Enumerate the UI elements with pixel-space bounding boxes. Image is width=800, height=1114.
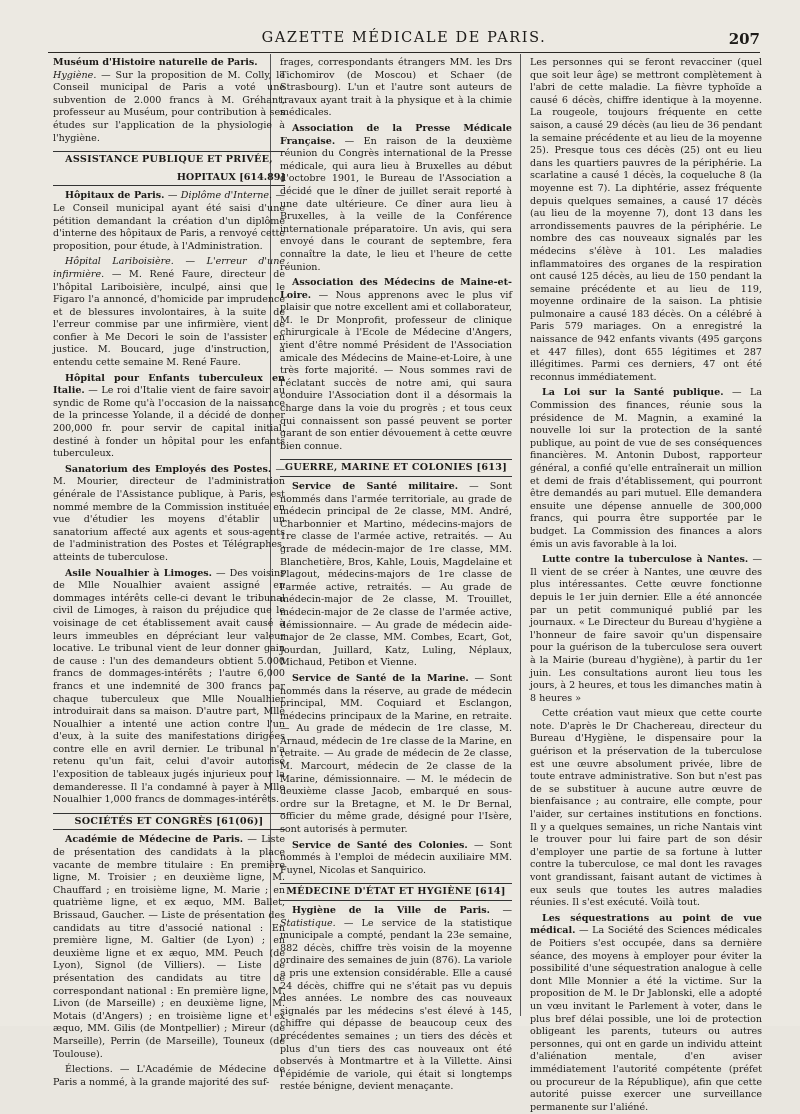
article-militaire (280, 481, 512, 670)
article-hopitaux (53, 190, 285, 253)
article-presse (280, 123, 512, 274)
article-body: — La Commission des finances, réunie sous la présidence de M. Magnin, a examiné la nouvelle loi sur la protection de la santé publique, au point de vue de ses conséquences financières. M. Antonin Dubost, rapporteur général, a confié qu'elle entraînerait un million et demi de frais d'établissement, qui pourront être demandés au pari mutuel. Elle demandera ensuite une dépense annuelle de 300,000 francs, qui pourra être supportée par le budget. La Commission des finances a alors émis un avis favorable à la loi. (530, 387, 762, 550)
article-sequestrations (530, 913, 762, 1114)
article-title: Les séquestrations au point de vue médical. (530, 912, 762, 937)
article-academie (53, 834, 285, 1061)
article-body: — Sur la proposition de M. Colly, le Conseil municipal de Paris a voté une subvention de 2.000 francs à M. Gréhant, professeur au Muséum, pour contribution à ses études sur l'application de la physiologie à l'hygiène. (53, 69, 285, 144)
header-rule (48, 52, 760, 53)
article-elections: Élections. — L'Académie de Médecine de Paris a nommé, à la grande majorité des suf- (53, 1064, 285, 1088)
article-title: Hôpital Lariboisière. (65, 256, 174, 268)
page-number: 207 (728, 30, 760, 48)
article-title: Lutte contre la tuberculose à Nantes. (542, 554, 749, 566)
article-lariboisiere (53, 256, 285, 369)
column-divider-2 (520, 54, 521, 1016)
article-lutte-continued: Cette création vaut mieux que cette courte note. D'après le Dr Chachereau, directeur du Bureau d'Hygiène, le dispensaire pour la guérison et la préservation de la tuberculose est une œuvre absolument privée, libre de toute entrave administrative. Son but n'est pas de se substituer à aucune autre œuvre de bienfaisance ; au contraire, elle compte, pour l'aider, sur certaines institutions en fonctions. Il y a quelques semaines, un riche Nantais vint le trouver pour lui faire part de son désir d'employer une partie de sa fortune à lutter contre la tuberculose, ce mal dont les ravages vont grandissant, faisant autant de victimes à eux seuls que toutes les autres maladies réunies. Il s'est exécuté. Voilà tout. (530, 708, 762, 909)
article-marine (280, 673, 512, 837)
article-subtitle: — Statistique. (280, 905, 512, 929)
article-body: — Nous apprenons avec le plus vif plaisir que notre excellent ami et collaborateur, M. le Dr Monprofit, professeur de clinique chirurgicale à l'Ecole de Médecine d'Angers, vient d'être nommé Président de l'Association amicale des Médecins de Maine-et-Loire, à une très forte majorité. — Nous sommes ravi de l'éclatant succès de notre ami, qui saura conduire l'Association dont il a désormais la charge dans la voie du progrès ; et tous ceux qui connaissent son passé peuvent se porter garant de son entier dévouement à cette œuvre bien connue. (280, 289, 512, 452)
article-body: — Sont nommés à l'emploi de médecin auxiliaire MM. Fuynel, Nicolas et Sanquirico. (280, 839, 512, 876)
article-continuation: Les personnes qui se feront revacciner (quel que soit leur âge) se mettront complètement à l'abri de cette maladie. La fièvre typhoïde a causé 6 décès, chiffre identique à la moyenne. La rougeole, toujours fréquente en cette saison, a causé 29 décès (au lieu de 36 pendant la semaine précédente et au lieu de la moyenne 25). Presque tous ces décès (25) ont eu lieu dans les quartiers pauvres de la périphérie. La scarlatine a causé 1 décès, la coqueluche 8 (la moyenne est 7). La diphtérie, assez fréquente depuis quelques semaines, a causé 17 décès (au lieu de la moyenne 7), dont 13 dans les arrondissements pauvres de la périphérie. Le nombre des cas nouveaux signalés par les médecins s'élève à 101. Les maladies inflammatoires des organes de la respiration ont causé 125 décès, au lieu de 150 pendant la semaine précédente et au lieu de 119, moyenne ordinaire de la saison. La phtisie pulmonaire a causé 183 décès. On a célébré à Paris 579 mariages. On a enregistré la naissance de 942 enfants vivants (495 garçons et 447 filles), dont 655 légitimes et 287 illégitimes. Parmi ces derniers, 47 ont été reconnus immédiatement. (530, 57, 762, 383)
article-loi (530, 387, 762, 551)
article-subtitle: Hygiène. (53, 69, 97, 81)
article-title: Hygiène de la Ville de Paris. (292, 905, 490, 916)
article-body: — Liste de présentation des candidats à la place vacante de membre titulaire : En première ligne, M. Troisier ; en deuxième ligne, M. Chauffard ; en troisième ligne, M. Marie ; en quatrième ligne, et ex æquo, MM. Ballet, Brissaud, Gaucher. — Liste de présentation des candidats au titre d'associé national : En première ligne, M. Galtier (de Lyon) ; en deuxième ligne et ex æquo, MM. Peuch (de Lyon), Signol (de Villiers). — Liste de présentation des candidats au titre de correspondant national : En première ligne, M. Livon (de Marseille) ; en deuxième ligne, M. Motais (d'Angers) ; en troisième ligne et ex æquo, MM. Gilis (de Montpellier) ; Mireur (de Marseille), Perrin (de Marseille), Touneux (de Toulouse). (53, 834, 285, 1060)
article-title: Service de Santé militaire. (292, 481, 459, 492)
article-colonies (280, 840, 512, 878)
section-heading: SOCIÉTÉS ET CONGRÈS [61(06)] (53, 813, 285, 831)
article-subtitle: — L'erreur d'une infirmière. (53, 256, 286, 280)
article-hygiene (280, 905, 512, 1094)
article-sanatorium (53, 464, 285, 565)
article-title: Hôpital pour Enfants tuberculeux en Italie. (53, 372, 285, 397)
article-body: — Sont nommés dans l'armée territoriale, au grade de médecin principal de 2e classe, MM. André, Charbonnier et Martino, médecins-majors de 1re classe de l'armée active, retraités. — Au grade de médecin-major de 1re classe, MM. Blanchetière, Bros, Kahle, Louis, Magdelaine et Plagout, médecins-majors de 1re classe de l'armée active, retraités. — Au grade de médecin-major de 2e classe, M. Trouillet, médecin-major de 2e classe de l'armée active, démissionnaire. — Au grade de médecin aide-major de 2e classe, MM. Combes, Ecart, Got, Jourdan, Juillard, Katz, Luling, Néplaux, Michaud, Petibon et Vienne. (280, 481, 512, 669)
article-body: — Le Conseil municipal ayant été saisi d'une pétition demandant la création d'un diplôme d'interne des hôpitaux de Paris, a renvoyé cette proposition, pour étude, à l'Administration. (53, 190, 285, 252)
column-2 (280, 57, 512, 1093)
article-museum (53, 57, 285, 145)
section-heading: ASSISTANCE PUBLIQUE ET PRIVÉE, (53, 151, 285, 167)
article-body: — M. Mourier, directeur de l'administration générale de l'Assistance publique, à Paris, est nommé membre de la Commission instituée en vue d'étudier les moyens d'établir un sanatorium affecté aux agents et sous-agents de l'administration des Postes et Télégraphes, atteints de tuberculose. (53, 463, 285, 563)
section-subheading: HOPITAUX [614.89] (53, 171, 285, 187)
article-body: — Le service de la statistique municipale a compté, pendant la 23e semaine, 882 décès, chiffre très voisin de la moyenne ordinaire des semaines de juin (876). La variole a pris une extension considérable. Elle a causé 24 décès, chiffre qui ne s'était pas vu depuis des années. Le nombre des cas nouveaux signalés par les médecins s'est élevé à 145, chiffre qui dépasse de beaucoup ceux des précédentes semaines ; un tiers des décès et plus d'un tiers des cas nouveaux ont été observés à Montmartre et à la Villette. Ainsi l'épidémie de variole, qui était si longtemps restée bénigne, devient menaçante. (280, 917, 512, 1093)
article-title: Service de Santé des Colonies. (292, 839, 468, 851)
article-lutte (530, 554, 762, 705)
article-title: Association des Médecins de Maine-et-Loire. (280, 277, 512, 301)
article-title: Muséum d'Histoire naturelle de Paris. (53, 57, 258, 68)
article-subtitle: — Diplôme d'Interne. (164, 190, 273, 202)
section-heading: GUERRE, MARINE ET COLONIES [613] (280, 459, 512, 477)
column-1 (53, 57, 286, 1088)
section-heading: MÉDECINE D'ÉTAT ET HYGIÈNE [614] (280, 883, 512, 901)
article-body: — Des voisins de Mlle Noualhier avaient assigné en dommages intérêts celle-ci devant le tribunal civil de Limoges, à raison du préjudice que le voisinage de cet établissement avait causé à leurs immeubles en dépréciant leur valeur locative. Le tribunal vient de leur donner gain de cause : l'un des demandeurs obtient 5.000 francs de dommages-intérêts ; l'autre 6,000 francs et une indemnité de 300 francs par chaque tuberculeux que Mlle Noualhier introduirait dans sa maison. D'autre part, Mlle Noualhier a intenté une action contre l'un d'eux, à la suite des manifestations dirigées contre elle en avril dernier. Le tribunal n'a retenu qu'un fait, celui d'avoir autorisé l'exposition de tableaux jugés injurieux pour la demanderesse. Il l'a condamné à payer à Mlle Noualhier 1,000 francs de dommages-intérêts. (53, 567, 285, 806)
article-enfants (53, 373, 285, 461)
page-header (48, 30, 760, 50)
article-body: — En raison de la deuxième réunion du Congrès international de la Presse médicale, qui aura lieu à Bruxelles au début d'octobre 1901, le Bureau de l'Association a décidé que le dîner de juillet serait reporté à une date ultérieure. Ce dîner aura lieu à Bruxelles, à la veille de la Conférence internationale préparatoire. Un avis, qui sera envoyé dans le courant de septembre, fera connaître la date, le lieu et l'heure de cette réunion. (280, 135, 512, 273)
article-title: Service de Santé de la Marine. (292, 672, 469, 684)
article-title: Hôpitaux de Paris. (65, 190, 165, 202)
article-body: — La Société des Sciences médicales de Poitiers s'est occupée, dans sa dernière séance, des moyens à employer pour éviter la possibilité d'une séquestration analogue à celle dont Mlle Monnier a été la victime. Sur la proposition de M. le Dr Jablonski, elle a adopté un vœu invitant le Parlement à voter, dans le plus bref délai possible, une loi de protection obligeant les parents, tuteurs ou autres personnes, qui ont en garde un individu atteint d'aliénation mentale, d'en aviser immédiatement l'autorité compétente (préfet ou procureur de la République), afin que cette autorité puisse exercer une surveillance permanente sur l'aliéné. (530, 925, 762, 1113)
article-body: — M. René Faure, directeur de l'hôpital Lariboisière, inculpé, ainsi que le Figaro l'a annoncé, d'homicide par imprudence et de blessures involontaires, à la suite de l'erreur commise par une infirmière, vient de confier à Me Decori le soin de l'assister en justice. M. Boucard, juge d'instruction, a entendu cette semaine M. René Faure. (53, 268, 285, 369)
article-title: La Loi sur la Santé publique. (542, 387, 724, 399)
article-body: — Sont nommés dans la réserve, au grade de médecin principal, MM. Coquiard et Esclangon, médecins principaux de la Marine, en retraite. — Au grade de médecin de 1re classe, M. Arnaud, médecin de 1re classe de la Marine, en retraite. — Au grade de médecin de 2e classe, M. Marcourt, médecin de 2e classe de la Marine, démissionnaire. — M. le médecin de deuxième classe Jacob, embarqué en sous-ordre sur la Bretagne, et M. le Dr Bernal, officier du même grade, désigné pour l'Isère, sont autorisés à permuter. (280, 672, 512, 836)
article-maine (280, 277, 512, 453)
article-title: Association de la Presse Médicale Française. (280, 122, 512, 147)
article-asile (53, 568, 285, 807)
article-body: — Le roi d'Italie vient de faire savoir au syndic de Rome qu'à l'occasion de la naissance de la princesse Yolande, il a décidé de donner 200,000 fr. pour servir de capital initial, destiné à fonder un hôpital pour les enfants tuberculeux. (53, 385, 285, 460)
article-title: Sanatorium des Employés des Postes. (65, 463, 272, 475)
article-title: Académie de Médecine de Paris. (65, 834, 244, 846)
article-continuation: frages, correspondants étrangers MM. les Drs Tichomirov (de Moscou) et Schaer (de Strasbourg). L'un et l'autre sont auteurs de travaux ayant trait à la physique et à la chimie médicales. (280, 57, 512, 119)
article-title: Asile Noualhier à Limoges. (65, 567, 212, 579)
article-body: — Il vient de se créer à Nantes, une œuvre des plus intéressantes. Cette œuvre fonctionne depuis le 1er juin dernier. Elle a été annoncée par un petit communiqué publié par les journaux. « Le Directeur du Bureau d'hygiène a l'honneur de faire savoir qu'un dispensaire pour la guérison de la tuberculose sera ouvert à la Mairie (bureau d'hygiène), à partir du 1er juin. Les consultations auront lieu tous les jours, à 2 heures, et tous les dimanches matin à 8 heures » (530, 554, 762, 704)
running-title: GAZETTE MÉDICALE DE PARIS. (261, 30, 547, 46)
column-3 (530, 57, 762, 1113)
